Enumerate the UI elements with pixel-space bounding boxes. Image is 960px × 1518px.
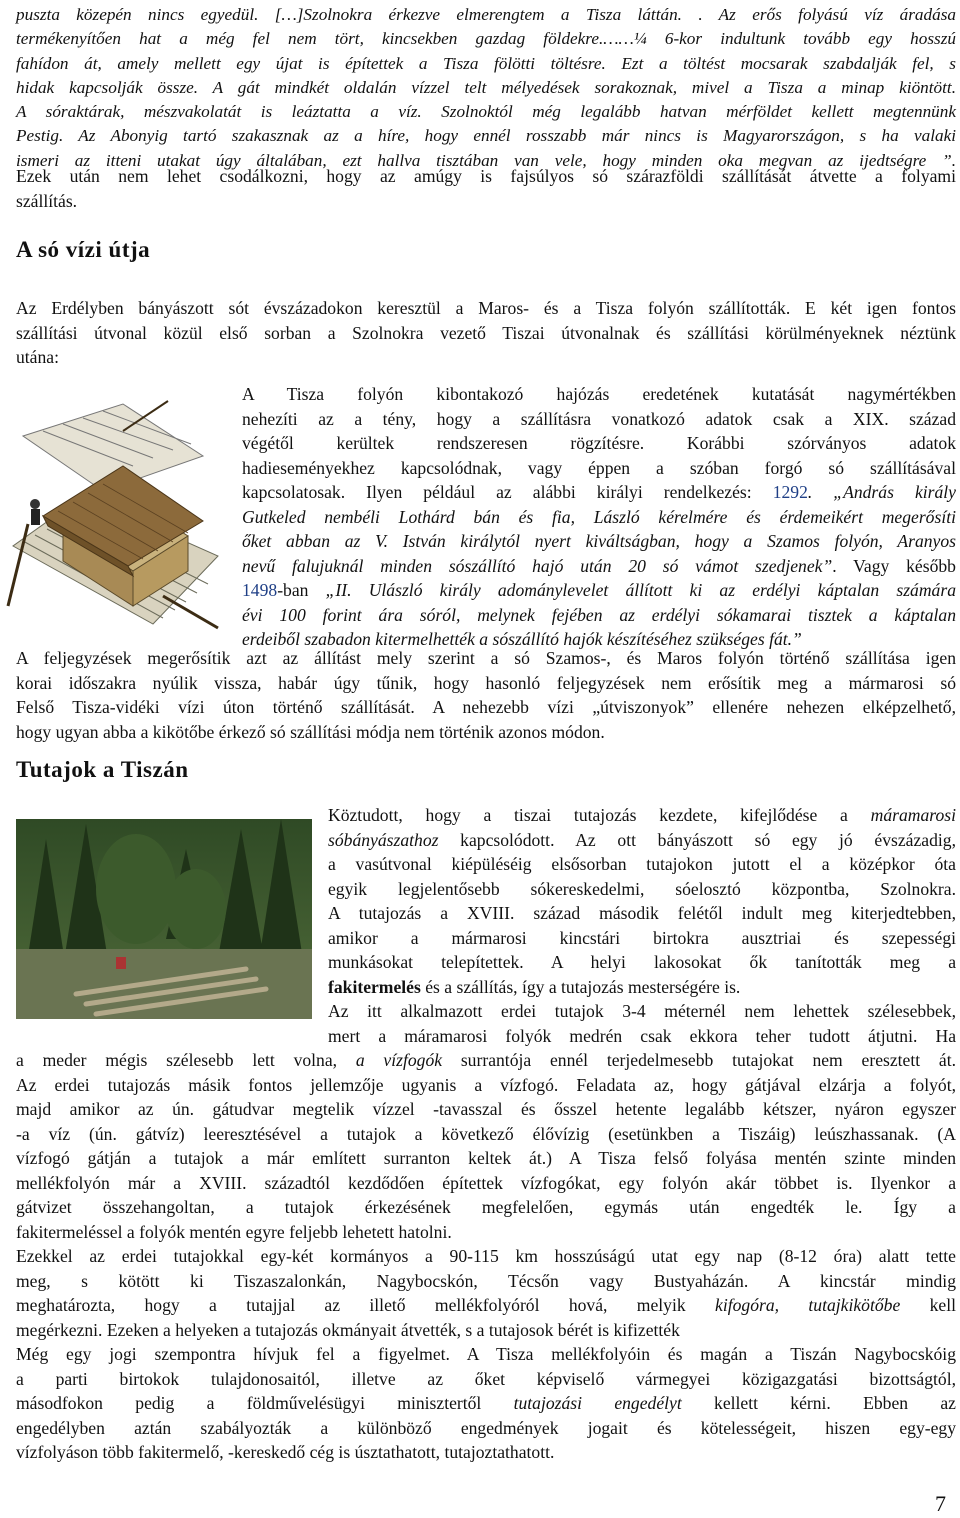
text-span: kell (900, 1295, 957, 1315)
year-link-1498[interactable]: 1498 (242, 580, 278, 600)
text-line: utána: (16, 347, 59, 367)
text-line (328, 975, 956, 1000)
text-line: korai időszakra nyúlik vissza, habár úgy tűnik, hogy hasonló feljegyzések nem erősítik meg a mármarosi só (16, 672, 956, 693)
text-line: erdeiből szabadon kitermelhették a sószállító hajók készítéséhez szükséges fát.” (242, 629, 802, 649)
text-span: Köztudott, hogy a tiszai tutajozás kezdete, kifejlődése a (328, 805, 871, 825)
text-span: kapcsolatosak. Ilyen például az alábbi királyi rendelkezés: (242, 482, 773, 502)
text-line (328, 828, 956, 853)
text-line: gátvizet összehangoltan, a tutajok érkezésének megfelelően, egymás után engedték le. Így a (16, 1197, 956, 1217)
text-line: A tutajozás a XVIII. század második felétől indult meg kiterjedtebben, (328, 903, 956, 923)
text-line (242, 578, 956, 603)
text-line (16, 1293, 956, 1318)
text-line: Ezek után nem lehet csodálkozni, hogy az amúgy is fajsúlyos só szárazföldi szállítását átvette a folyami (16, 166, 956, 186)
text-line: a vasútvonal kiépüléséig elsősorban tutajokon jutott el a középkor óta (328, 854, 956, 874)
text-line: nehezíti az a tény, hogy a szállításra vonatkozó adatok csak a XIX. század (242, 408, 956, 429)
text-line: vízfogó gátján a tutajok a már említett surranton keltek át.) A Tisza felső folyása mentén szinte minden (16, 1148, 956, 1168)
text-line: fakitermeléssel a folyók mentén egyre feljebb lehetett hatolni. (16, 1221, 452, 1242)
text-line: A sóraktárak, mészvakolatát is leáztatta a víz. Szolnoktól még legalább hatvan mérföldet kellett megtennünk (16, 102, 956, 122)
text-span: surrantója ennél terjedelmesebb tutajokat nem eresztett át. (442, 1050, 957, 1070)
section-heading-tutajok: Tutajok a Tiszán (16, 757, 189, 782)
text-line: végétől kerültek rendszeresen rögzítésre. Korábbi szórványos adatok (242, 433, 956, 453)
text-line: egyik legjelentősebb sókereskedelmi, sóelosztó központba, Szolnokra. (328, 878, 956, 899)
text-line: hogy ugyan abba a kikötőbe érkező só szállítási módja nem történik azonos módon. (16, 721, 605, 742)
tutajozas-column (328, 803, 956, 1048)
bold-term: fakitermelés (328, 976, 421, 997)
text-line: szállítási útvonal közül első sorban a Szolnokra vezető Tiszai útvonalnak és szállítási körülményeknek néztünk (16, 322, 956, 343)
text-line: Pestig. Az Abonyig tartó szakasznak az a híre, hogy ennél rosszabb már nincs is Magyarországon, s ha valaki (16, 126, 956, 146)
text-line: Az erdei tutajozás másik fontos jellemzője ugyanis a vízfogó. Feladata az, hogy gátjával elzárja a folyót, (16, 1074, 956, 1095)
text-line (242, 554, 956, 579)
italic-term: a vízfogók (355, 1050, 443, 1070)
text-line: mellékfolyón már a XVIII. századtól kezdődően építettek vízfogókat, egy folyón akár többet is. Ilyenkor a (16, 1172, 956, 1193)
text-line: majd amikor az ún. gátudvar megtelik vízzel -tavasszal és ősszel hetente legalább kétszer, nyáron egyszer (16, 1099, 956, 1119)
text-line: Még egy jogi szempontra hívjuk fel a figyelmet. A Tisza mellékfolyóin és magán a Tiszán Nagybocskóig (16, 1344, 956, 1364)
text-line: munkásokat telepítettek. A helyi lakosokat ők tanították meg a (328, 952, 956, 972)
text-span: másodfokon pedig a földművelésügyi minisztertől (16, 1393, 514, 1413)
transition-paragraph (16, 164, 956, 213)
intro-paragraph (16, 3, 956, 173)
text-line: Gutkeled nembéli Lothárd bán és fia, László kérelmére és érdemeikért megerősíti (242, 506, 956, 527)
text-line: a parti birtokok tulajdonosaitól, illetve az őket képviselő vármegyei közigazgatási bizottságtól, (16, 1368, 956, 1389)
text-line: termékenyítően hat a még fel nem tört, kincsekben gazdag földekre.……¼ 6-kor indultunk tovább egy hosszú (16, 29, 956, 49)
section-heading-so-vizi-utja: A só vízi útja (16, 237, 151, 262)
page-number: 7 (935, 1491, 946, 1516)
text-line: A feljegyzések megerősítik azt az állítást mely szerint a só Szamos-, és Maros folyón történő szállítása igen (16, 648, 956, 668)
section1-closing-paragraph (16, 646, 956, 744)
text-span: kellett kérni. Ebben az (681, 1393, 956, 1413)
text-span: -ban (277, 580, 326, 600)
quote-text: „II. Ulászló király adománylevelet állított ki az erdélyi káptalan számára (325, 580, 956, 600)
text-line: meg, s kötött ki Tiszaszalonkán, Nagybocskón, Técsőn vagy Bustyaházán. A kincstár mindig (16, 1270, 956, 1291)
text-line: ismeri az itteni utakat úgy általában, ezt hallva tisztában van vele, hogy minden oka megvan az ijedtségre ”. (16, 150, 956, 170)
italic-term: máramarosi (870, 805, 956, 825)
text-line: hadieseményekhez kapcsolódnak, vagy éppen a szóban forgó só szállításával (242, 457, 956, 478)
text-line: -a víz (ún. gátvíz) leeresztésével a tutajok a következő élővízig (esetünkben a Tiszáig) leúszhassanak. (A (16, 1123, 956, 1144)
text-line (16, 1048, 956, 1073)
text-span: meghatározta, hogy a tutajjal az illető mellékfolyóról hová, melyik (16, 1295, 716, 1315)
text-line (242, 480, 956, 505)
text-line: szállítás. (16, 190, 78, 211)
text-line: mert a máramarosi folyók medrén csak ekkora teher tudott átjutni. Ha (328, 1025, 956, 1046)
text-line: megérkezni. Ezeken a helyeken a tutajozás okmányait átvették, s a tutajosok bérét is kifizették (16, 1319, 680, 1340)
text-line: hidak kapcsolják össze. A gát mindkét oldalán vízzel telt mélyedések sorakoznak, mivel a Tisza a minap kiöntött. (16, 77, 956, 97)
salt-raft-illustration (3, 396, 225, 631)
text-line: A Tisza folyón kibontakozó hajózás eredetének kutatását nagymértékben (242, 384, 956, 404)
quote-text: nevű falujuknál minden sószállító hajó után 20 só vámot szedjenek” (242, 555, 833, 576)
text-span: kapcsolódott. Az ott bányászott só egy jó évszázadig, (438, 829, 956, 850)
text-line: puszta közepén nincs egyedül. […]Szolnokra érkezve elmerengtem a Tisza láttán. . Az erős folyású víz áradása (16, 5, 956, 24)
text-line (16, 1391, 956, 1416)
text-span: és a szállítás, így a tutajozás mesterségére is. (420, 976, 741, 997)
year-link-1292[interactable]: 1292 (772, 482, 808, 502)
section1-intro-paragraph (16, 296, 956, 370)
tisza-history-column (242, 382, 956, 652)
italic-term: tutajozási engedélyt (513, 1393, 682, 1413)
italic-term: kifogóra, tutajkikötőbe (715, 1295, 901, 1315)
vizfogo-paragraph (16, 1048, 956, 1465)
forest-raft-photo (16, 819, 312, 1019)
quote-text: . „András király (807, 482, 956, 502)
text-line: engedélyben aztán szabályozták a különböző engedmények jogait és kötelességeit, hiszen egy-egy (16, 1417, 956, 1438)
text-line: amikor a mármarosi kincstári birtokra ausztriai és szepességi (328, 927, 956, 948)
text-line: vízfolyáson több fakitermelő, -kereskedő cég is úsztathatott, tutajoztathatott. (16, 1442, 555, 1462)
text-line (328, 803, 956, 828)
text-span: . Vagy később (832, 555, 956, 576)
text-line: Felső Tisza-vidéki vízi úton történő szállítását. A nehezebb vízi „útviszonyok” ellenére nehezen elképzelhető, (16, 697, 956, 717)
text-line: Az itt alkalmazott erdei tutajok 3-4 méternél nem lehettek szélesebbek, (328, 1001, 956, 1021)
italic-term: sóbányászathoz (328, 829, 439, 850)
text-line: Az Erdélyben bányászott sót évszázadokon keresztül a Maros- és a Tisza folyón szállították. E két igen fontos (16, 298, 956, 318)
text-span: a meder mégis szélesebb lett volna, (16, 1050, 356, 1070)
text-line: őket abban az V. István királytól nyert kiváltságban, hogy a Szamos folyón, Aranyos (242, 531, 956, 551)
text-line: évi 100 forint ára sóról, melynek fejében az erdélyi sókamarai tisztek a káptalan (242, 604, 956, 625)
text-line: Ezekkel az erdei tutajokkal egy-két kormányos a 90-115 km hosszúságú utat egy nap (8-12 óra) alatt tette (16, 1246, 956, 1266)
text-line: fahídon át, amely mellett egy újat is építettek a Tisza fölötti töltésre. Ezt a töltést mocsarak szabdalják fel, s (16, 53, 956, 73)
